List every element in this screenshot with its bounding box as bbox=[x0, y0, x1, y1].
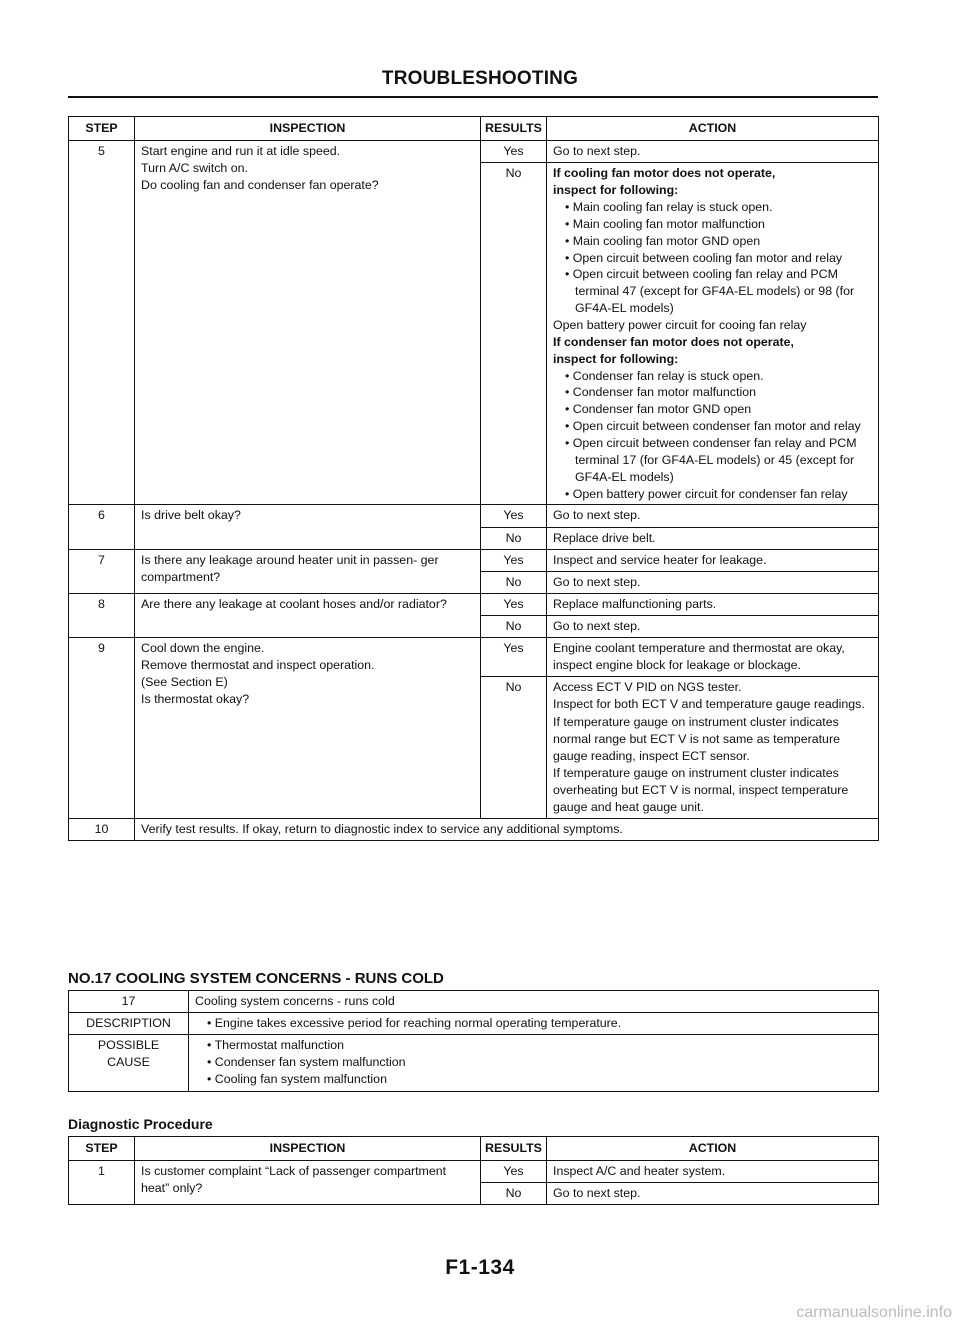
action-yes: Go to next step. bbox=[547, 141, 879, 163]
step-number: 6 bbox=[69, 505, 135, 549]
main-troubleshooting-table bbox=[68, 116, 879, 841]
header-results: RESULTS bbox=[481, 1137, 547, 1161]
table-row bbox=[69, 593, 879, 615]
step-inspection bbox=[135, 638, 481, 819]
header-inspection: INSPECTION bbox=[135, 1137, 481, 1161]
inspection-line: Start engine and run it at idle speed. bbox=[141, 144, 341, 159]
result-no: No bbox=[481, 615, 547, 637]
symptom-title: Cooling system concerns - runs cold bbox=[189, 991, 879, 1013]
possible-cause-list bbox=[189, 1035, 879, 1091]
table-row bbox=[69, 505, 879, 527]
table-header-row bbox=[69, 1137, 879, 1161]
result-yes: Yes bbox=[481, 549, 547, 571]
table-header-row bbox=[69, 117, 879, 141]
symptom-summary-table bbox=[68, 990, 879, 1092]
description-cell bbox=[189, 1013, 879, 1035]
action-line: Access ECT V PID on NGS tester. bbox=[553, 680, 742, 695]
action-line: Open battery power circuit for cooing fan relay bbox=[553, 317, 807, 332]
table-row bbox=[69, 549, 879, 571]
result-no: No bbox=[481, 571, 547, 593]
action-no: Go to next step. bbox=[547, 615, 879, 637]
header-inspection: INSPECTION bbox=[135, 117, 481, 141]
action-bullet: • Open circuit between cooling fan relay and PCM terminal 47 (except for GF4A-EL models) or 98 (for GF4A-EL models) bbox=[553, 266, 872, 317]
step-number: 10 bbox=[69, 819, 135, 841]
header-step: STEP bbox=[69, 117, 135, 141]
inspection-line: Is thermostat okay? bbox=[141, 692, 250, 707]
action-heading: If condenser fan motor does not operate, bbox=[553, 334, 794, 349]
action-line: Inspect for both ECT V and temperature gauge readings. bbox=[553, 697, 865, 712]
cause-item: • Cooling fan system malfunction bbox=[195, 1071, 872, 1088]
action-no bbox=[547, 677, 879, 819]
action-yes: Replace malfunctioning parts. bbox=[547, 593, 879, 615]
action-line: If temperature gauge on instrument cluster indicates overheating but ECT V is normal, inspect temperature gauge and heat gauge unit. bbox=[553, 765, 849, 815]
result-yes: Yes bbox=[481, 505, 547, 527]
result-yes: Yes bbox=[481, 593, 547, 615]
possible-cause-label-line: CAUSE bbox=[107, 1055, 150, 1070]
action-bullet: • Condenser fan motor malfunction bbox=[553, 384, 872, 401]
table-row bbox=[69, 819, 879, 841]
watermark: carmanualsonline.info bbox=[796, 1304, 952, 1321]
action-bullet: • Condenser fan relay is stuck open. bbox=[553, 368, 872, 385]
title-rule bbox=[68, 96, 878, 98]
action-bullet: • Open circuit between condenser fan motor and relay bbox=[553, 418, 872, 435]
result-no: No bbox=[481, 1183, 547, 1205]
possible-cause-label bbox=[69, 1035, 189, 1091]
action-bullet: • Main cooling fan relay is stuck open. bbox=[553, 199, 872, 216]
action-yes: Inspect and service heater for leakage. bbox=[547, 549, 879, 571]
step-number: 8 bbox=[69, 593, 135, 637]
page-number: F1-134 bbox=[445, 1256, 515, 1279]
table-row bbox=[69, 1013, 879, 1035]
action-yes: Inspect A/C and heater system. bbox=[547, 1161, 879, 1183]
inspection-line: (See Section E) bbox=[141, 675, 228, 690]
header-action: ACTION bbox=[547, 1137, 879, 1161]
inspection-line: Remove thermostat and inspect operation. bbox=[141, 658, 375, 673]
action-no: Go to next step. bbox=[547, 1183, 879, 1205]
result-yes: Yes bbox=[481, 141, 547, 163]
diagnostic-procedure-table bbox=[68, 1136, 879, 1205]
table-row bbox=[69, 1161, 879, 1183]
action-bullet: • Main cooling fan motor malfunction bbox=[553, 216, 872, 233]
inspection-line: Cool down the engine. bbox=[141, 641, 265, 656]
result-yes: Yes bbox=[481, 1161, 547, 1183]
action-no bbox=[547, 163, 879, 505]
step-inspection: Are there any leakage at coolant hoses and/or radiator? bbox=[135, 593, 481, 637]
table-row bbox=[69, 141, 879, 163]
description-label: DESCRIPTION bbox=[69, 1013, 189, 1035]
result-yes: Yes bbox=[481, 638, 547, 677]
action-bullet: • Main cooling fan motor GND open bbox=[553, 233, 872, 250]
step-inspection: Is customer complaint “Lack of passenger compartment heat” only? bbox=[135, 1161, 481, 1205]
result-no: No bbox=[481, 163, 547, 505]
cause-item: • Condenser fan system malfunction bbox=[195, 1054, 872, 1071]
action-yes: Go to next step. bbox=[547, 505, 879, 527]
header-results: RESULTS bbox=[481, 117, 547, 141]
step-inspection: Is drive belt okay? bbox=[135, 505, 481, 549]
action-bullet: • Open circuit between cooling fan motor and relay bbox=[553, 250, 872, 267]
result-no: No bbox=[481, 527, 547, 549]
table-row bbox=[69, 638, 879, 677]
inspection-line: Do cooling fan and condenser fan operate? bbox=[141, 178, 379, 193]
action-no: Go to next step. bbox=[547, 571, 879, 593]
action-yes: Engine coolant temperature and thermostat are okay, inspect engine block for leakage or blockage. bbox=[547, 638, 879, 677]
cause-item: • Thermostat malfunction bbox=[195, 1037, 872, 1054]
action-line: If temperature gauge on instrument cluster indicates normal range but ECT V is not same as temperature gauge reading, inspect ECT sensor. bbox=[553, 714, 840, 763]
action-bullet: • Open circuit between condenser fan relay and PCM terminal 17 (for GF4A-EL models) or 45 (except for GF4A-EL models) bbox=[553, 435, 872, 486]
result-no: No bbox=[481, 677, 547, 819]
page-title: TROUBLESHOOTING bbox=[381, 68, 579, 89]
step-number: 9 bbox=[69, 638, 135, 819]
action-heading: inspect for following: bbox=[553, 351, 679, 366]
action-heading: inspect for following: bbox=[553, 183, 679, 198]
action-bullet: • Condenser fan motor GND open bbox=[553, 401, 872, 418]
step-number: 7 bbox=[69, 549, 135, 593]
step-inspection: Is there any leakage around heater unit in passen- ger compartment? bbox=[135, 549, 481, 593]
action-heading: If cooling fan motor does not operate, bbox=[553, 166, 776, 181]
action-bullet: • Open battery power circuit for condenser fan relay bbox=[553, 486, 872, 503]
step-number: 1 bbox=[69, 1161, 135, 1205]
symptom-number: 17 bbox=[69, 991, 189, 1013]
inspection-line: Turn A/C switch on. bbox=[141, 161, 248, 176]
header-step: STEP bbox=[69, 1137, 135, 1161]
step-text: Verify test results. If okay, return to diagnostic index to service any additional symptoms. bbox=[135, 819, 879, 841]
table-row bbox=[69, 1035, 879, 1091]
possible-cause-label-line: POSSIBLE bbox=[97, 1038, 160, 1053]
description-text: • Engine takes excessive period for reaching normal operating temperature. bbox=[195, 1015, 872, 1032]
action-no: Replace drive belt. bbox=[547, 527, 879, 549]
table-row bbox=[69, 991, 879, 1013]
diagnostic-procedure-heading: Diagnostic Procedure bbox=[68, 1116, 213, 1132]
section-heading: NO.17 COOLING SYSTEM CONCERNS - RUNS COLD bbox=[68, 970, 444, 987]
step-number: 5 bbox=[69, 141, 135, 505]
step-inspection bbox=[135, 141, 481, 505]
header-action: ACTION bbox=[547, 117, 879, 141]
